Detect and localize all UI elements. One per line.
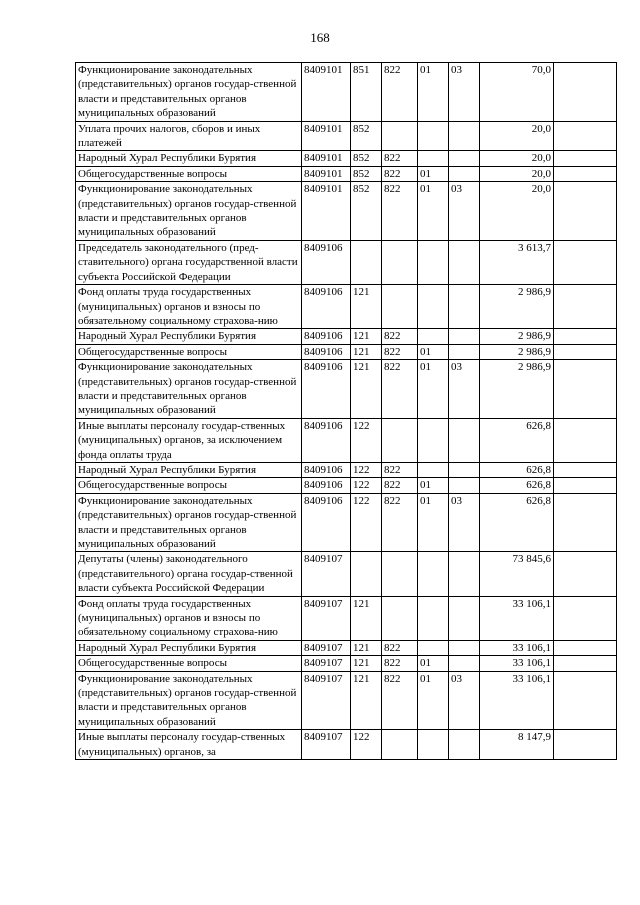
row-empty-cell xyxy=(554,478,617,493)
row-subsection-cell xyxy=(449,640,480,655)
row-expense-type-cell: 122 xyxy=(351,418,382,462)
row-subsection-cell xyxy=(449,166,480,181)
row-target-article-cell: 8409107 xyxy=(302,656,351,671)
row-subsection-cell xyxy=(449,240,480,284)
row-expense-type-cell xyxy=(351,240,382,284)
row-section-cell: 01 xyxy=(418,493,449,552)
row-empty-cell xyxy=(554,344,617,359)
row-ministry-cell: 822 xyxy=(382,640,418,655)
row-amount-cell: 2 986,9 xyxy=(480,360,554,419)
row-empty-cell xyxy=(554,418,617,462)
row-amount-cell: 2 986,9 xyxy=(480,329,554,344)
row-amount-cell: 73 845,6 xyxy=(480,552,554,596)
table-row xyxy=(76,285,617,329)
row-amount-cell: 626,8 xyxy=(480,493,554,552)
row-expense-type-cell: 121 xyxy=(351,329,382,344)
row-name-cell: Иные выплаты персоналу государ-ственных (муниципальных) органов, за исключением фонда оплаты труда xyxy=(76,418,302,462)
row-ministry-cell: 822 xyxy=(382,656,418,671)
row-expense-type-cell: 122 xyxy=(351,478,382,493)
table-row xyxy=(76,656,617,671)
table-row xyxy=(76,640,617,655)
row-target-article-cell: 8409101 xyxy=(302,121,351,151)
row-expense-type-cell: 122 xyxy=(351,730,382,760)
table-row xyxy=(76,493,617,552)
row-target-article-cell: 8409101 xyxy=(302,182,351,241)
row-amount-cell: 20,0 xyxy=(480,182,554,241)
row-empty-cell xyxy=(554,640,617,655)
row-target-article-cell: 8409107 xyxy=(302,596,351,640)
row-subsection-cell xyxy=(449,121,480,151)
table-row xyxy=(76,344,617,359)
row-amount-cell: 2 986,9 xyxy=(480,344,554,359)
row-name-cell: Функционирование законодательных (представительных) органов государ-ственной власти и представительных органов муниципальных образований xyxy=(76,63,302,122)
row-name-cell: Народный Хурал Республики Бурятия xyxy=(76,151,302,166)
row-subsection-cell xyxy=(449,285,480,329)
row-target-article-cell: 8409101 xyxy=(302,63,351,122)
row-empty-cell xyxy=(554,182,617,241)
row-section-cell xyxy=(418,121,449,151)
row-empty-cell xyxy=(554,656,617,671)
row-target-article-cell: 8409107 xyxy=(302,730,351,760)
budget-table xyxy=(75,62,617,760)
row-amount-cell: 33 106,1 xyxy=(480,656,554,671)
row-empty-cell xyxy=(554,493,617,552)
row-ministry-cell xyxy=(382,596,418,640)
page-number: 168 xyxy=(310,30,330,45)
row-subsection-cell: 03 xyxy=(449,493,480,552)
row-section-cell: 01 xyxy=(418,656,449,671)
row-expense-type-cell: 121 xyxy=(351,360,382,419)
row-target-article-cell: 8409101 xyxy=(302,166,351,181)
row-name-cell: Функционирование законодательных (представительных) органов государ-ственной власти и представительных органов муниципальных образований xyxy=(76,493,302,552)
row-ministry-cell: 822 xyxy=(382,63,418,122)
row-section-cell xyxy=(418,730,449,760)
table-row xyxy=(76,121,617,151)
table-row xyxy=(76,182,617,241)
row-expense-type-cell: 852 xyxy=(351,151,382,166)
row-empty-cell xyxy=(554,360,617,419)
row-ministry-cell xyxy=(382,285,418,329)
row-ministry-cell xyxy=(382,552,418,596)
row-subsection-cell: 03 xyxy=(449,182,480,241)
row-empty-cell xyxy=(554,151,617,166)
table-row xyxy=(76,329,617,344)
row-amount-cell: 626,8 xyxy=(480,418,554,462)
table-row xyxy=(76,166,617,181)
row-amount-cell: 33 106,1 xyxy=(480,671,554,730)
row-name-cell: Общегосударственные вопросы xyxy=(76,344,302,359)
row-empty-cell xyxy=(554,671,617,730)
row-section-cell xyxy=(418,285,449,329)
row-section-cell: 01 xyxy=(418,63,449,122)
row-name-cell: Общегосударственные вопросы xyxy=(76,166,302,181)
row-amount-cell: 70,0 xyxy=(480,63,554,122)
row-expense-type-cell: 122 xyxy=(351,493,382,552)
table-row xyxy=(76,240,617,284)
row-subsection-cell xyxy=(449,462,480,477)
row-amount-cell: 20,0 xyxy=(480,166,554,181)
row-ministry-cell: 822 xyxy=(382,671,418,730)
row-amount-cell: 626,8 xyxy=(480,462,554,477)
row-subsection-cell xyxy=(449,596,480,640)
row-subsection-cell xyxy=(449,478,480,493)
row-subsection-cell xyxy=(449,151,480,166)
row-amount-cell: 3 613,7 xyxy=(480,240,554,284)
table-row xyxy=(76,730,617,760)
row-name-cell: Народный Хурал Республики Бурятия xyxy=(76,462,302,477)
row-amount-cell: 20,0 xyxy=(480,151,554,166)
row-name-cell: Общегосударственные вопросы xyxy=(76,478,302,493)
row-target-article-cell: 8409106 xyxy=(302,240,351,284)
row-name-cell: Функционирование законодательных (представительных) органов государ-ственной власти и представительных органов муниципальных образований xyxy=(76,360,302,419)
row-name-cell: Функционирование законодательных (представительных) органов государ-ственной власти и представительных органов муниципальных образований xyxy=(76,671,302,730)
row-section-cell xyxy=(418,329,449,344)
row-amount-cell: 33 106,1 xyxy=(480,596,554,640)
row-ministry-cell: 822 xyxy=(382,166,418,181)
row-empty-cell xyxy=(554,596,617,640)
row-section-cell xyxy=(418,552,449,596)
row-subsection-cell xyxy=(449,730,480,760)
row-expense-type-cell: 852 xyxy=(351,166,382,181)
row-name-cell: Общегосударственные вопросы xyxy=(76,656,302,671)
row-name-cell: Народный Хурал Республики Бурятия xyxy=(76,640,302,655)
row-section-cell: 01 xyxy=(418,671,449,730)
row-name-cell: Иные выплаты персоналу государ-ственных (муниципальных) органов, за xyxy=(76,730,302,760)
table-row xyxy=(76,63,617,122)
row-name-cell: Функционирование законодательных (представительных) органов государ-ственной власти и представительных органов муниципальных образований xyxy=(76,182,302,241)
row-name-cell: Фонд оплаты труда государственных (муниципальных) органов и взносы по обязательному социальному страхова-нию xyxy=(76,285,302,329)
row-section-cell xyxy=(418,240,449,284)
row-section-cell xyxy=(418,151,449,166)
row-target-article-cell: 8409106 xyxy=(302,360,351,419)
row-amount-cell: 2 986,9 xyxy=(480,285,554,329)
row-name-cell: Народный Хурал Республики Бурятия xyxy=(76,329,302,344)
row-expense-type-cell: 121 xyxy=(351,671,382,730)
row-subsection-cell xyxy=(449,418,480,462)
row-ministry-cell: 822 xyxy=(382,182,418,241)
row-expense-type-cell: 852 xyxy=(351,182,382,241)
row-name-cell: Председатель законодательного (пред-ставительного) органа государственной власти субъекта Российской Федерации xyxy=(76,240,302,284)
row-target-article-cell: 8409106 xyxy=(302,344,351,359)
row-expense-type-cell: 121 xyxy=(351,344,382,359)
row-section-cell: 01 xyxy=(418,360,449,419)
row-section-cell: 01 xyxy=(418,182,449,241)
table-row xyxy=(76,671,617,730)
row-target-article-cell: 8409107 xyxy=(302,671,351,730)
row-target-article-cell: 8409106 xyxy=(302,478,351,493)
row-subsection-cell xyxy=(449,656,480,671)
row-target-article-cell: 8409106 xyxy=(302,285,351,329)
row-expense-type-cell: 852 xyxy=(351,121,382,151)
row-ministry-cell: 822 xyxy=(382,329,418,344)
row-target-article-cell: 8409101 xyxy=(302,151,351,166)
row-ministry-cell xyxy=(382,240,418,284)
row-target-article-cell: 8409106 xyxy=(302,418,351,462)
row-expense-type-cell: 121 xyxy=(351,596,382,640)
row-name-cell: Депутаты (члены) законодательного (представительного) органа государ-ственной власти субъекта Российской Федерации xyxy=(76,552,302,596)
row-amount-cell: 20,0 xyxy=(480,121,554,151)
row-ministry-cell: 822 xyxy=(382,462,418,477)
row-section-cell: 01 xyxy=(418,166,449,181)
table-row xyxy=(76,418,617,462)
row-expense-type-cell: 851 xyxy=(351,63,382,122)
row-amount-cell: 626,8 xyxy=(480,478,554,493)
row-section-cell: 01 xyxy=(418,344,449,359)
row-target-article-cell: 8409107 xyxy=(302,640,351,655)
row-target-article-cell: 8409106 xyxy=(302,493,351,552)
table-row xyxy=(76,462,617,477)
row-ministry-cell xyxy=(382,730,418,760)
row-ministry-cell: 822 xyxy=(382,493,418,552)
row-empty-cell xyxy=(554,240,617,284)
row-ministry-cell xyxy=(382,418,418,462)
row-empty-cell xyxy=(554,462,617,477)
row-empty-cell xyxy=(554,166,617,181)
row-name-cell: Уплата прочих налогов, сборов и иных платежей xyxy=(76,121,302,151)
row-section-cell: 01 xyxy=(418,478,449,493)
row-section-cell xyxy=(418,418,449,462)
row-expense-type-cell: 121 xyxy=(351,285,382,329)
table-row xyxy=(76,596,617,640)
table-row xyxy=(76,151,617,166)
row-ministry-cell xyxy=(382,121,418,151)
row-section-cell xyxy=(418,596,449,640)
row-expense-type-cell: 121 xyxy=(351,656,382,671)
row-expense-type-cell: 121 xyxy=(351,640,382,655)
row-target-article-cell: 8409106 xyxy=(302,329,351,344)
row-ministry-cell: 822 xyxy=(382,344,418,359)
row-empty-cell xyxy=(554,121,617,151)
row-section-cell xyxy=(418,640,449,655)
row-ministry-cell: 822 xyxy=(382,151,418,166)
row-target-article-cell: 8409106 xyxy=(302,462,351,477)
row-subsection-cell: 03 xyxy=(449,671,480,730)
row-empty-cell xyxy=(554,285,617,329)
table-row xyxy=(76,552,617,596)
row-target-article-cell: 8409107 xyxy=(302,552,351,596)
row-empty-cell xyxy=(554,730,617,760)
row-name-cell: Фонд оплаты труда государственных (муниципальных) органов и взносы по обязательному социальному страхова-нию xyxy=(76,596,302,640)
row-subsection-cell: 03 xyxy=(449,63,480,122)
row-amount-cell: 8 147,9 xyxy=(480,730,554,760)
table-row xyxy=(76,360,617,419)
row-ministry-cell: 822 xyxy=(382,360,418,419)
table-row xyxy=(76,478,617,493)
budget-table-body xyxy=(76,63,617,760)
row-empty-cell xyxy=(554,329,617,344)
row-empty-cell xyxy=(554,552,617,596)
row-subsection-cell xyxy=(449,552,480,596)
row-empty-cell xyxy=(554,63,617,122)
row-expense-type-cell xyxy=(351,552,382,596)
row-ministry-cell: 822 xyxy=(382,478,418,493)
row-subsection-cell: 03 xyxy=(449,360,480,419)
row-amount-cell: 33 106,1 xyxy=(480,640,554,655)
row-section-cell xyxy=(418,462,449,477)
row-subsection-cell xyxy=(449,329,480,344)
row-expense-type-cell: 122 xyxy=(351,462,382,477)
row-subsection-cell xyxy=(449,344,480,359)
